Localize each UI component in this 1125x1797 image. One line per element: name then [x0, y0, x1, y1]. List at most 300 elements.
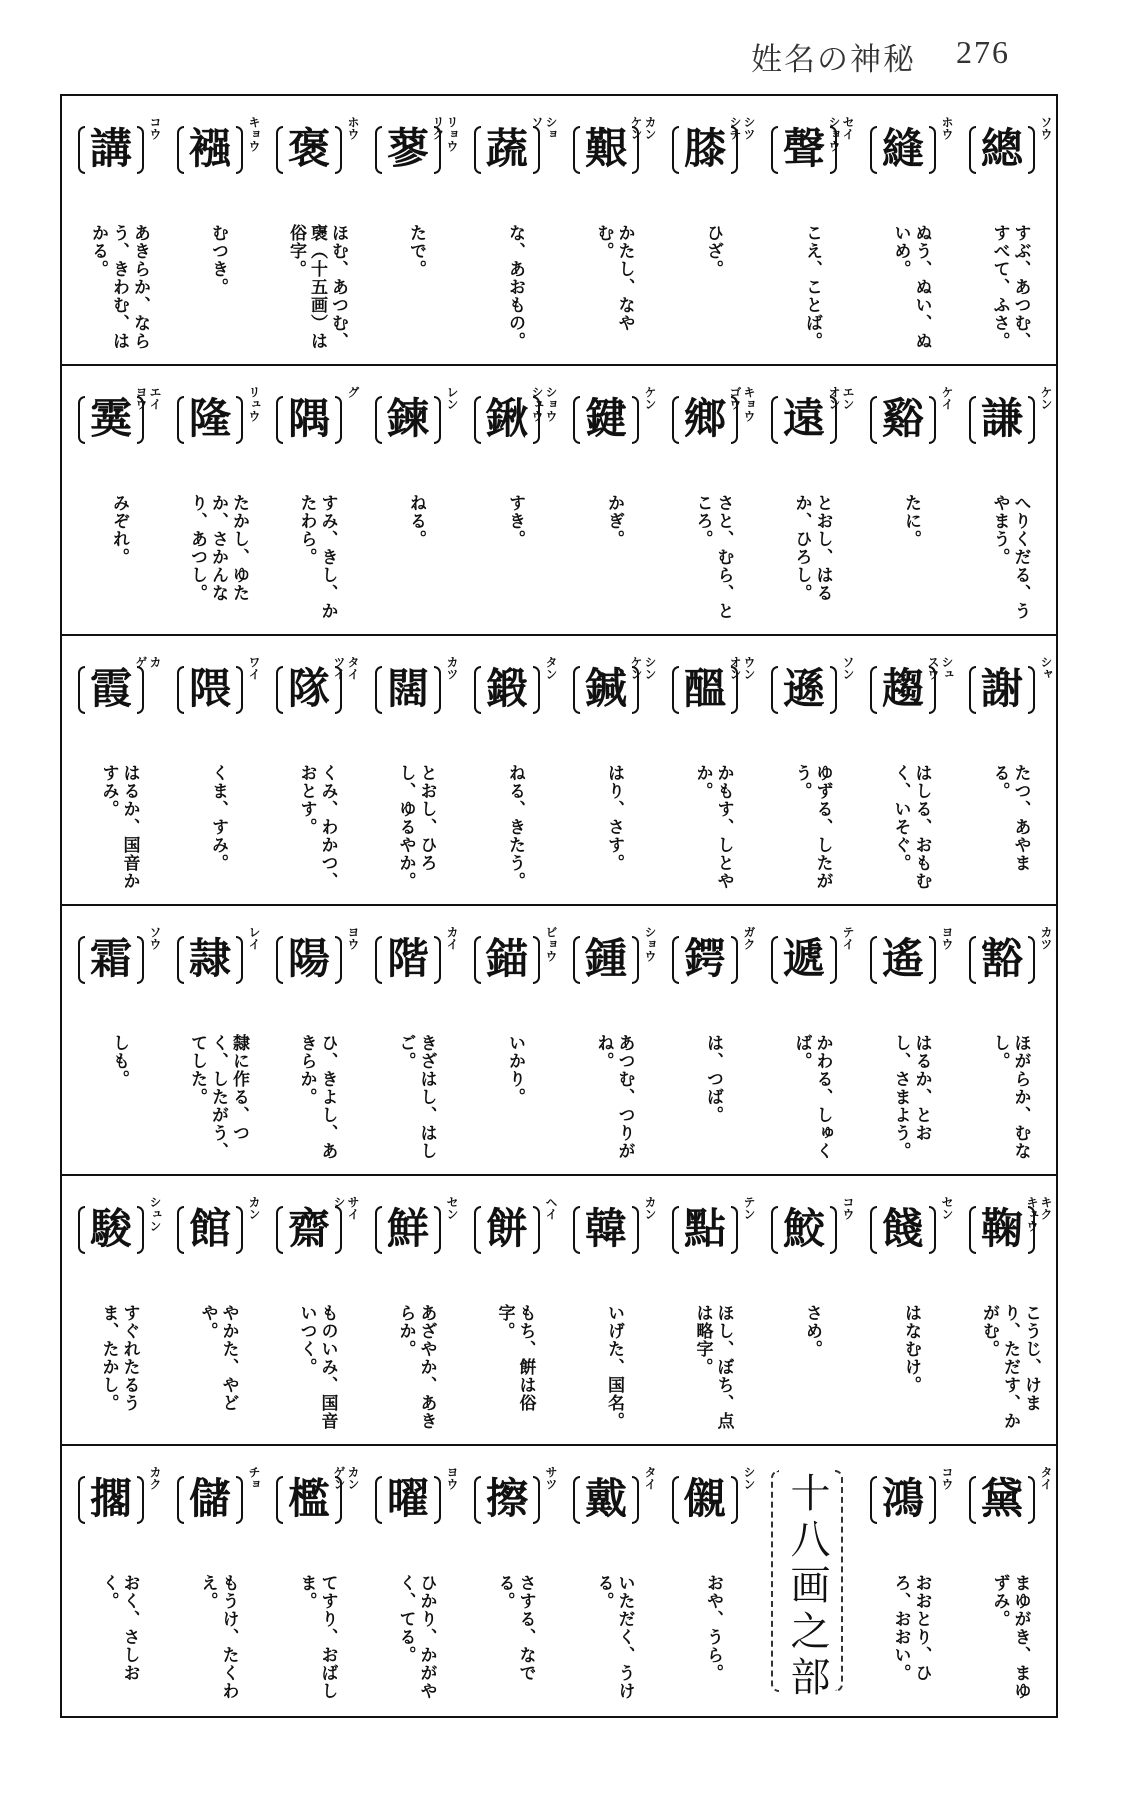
kanji-readings	[841, 926, 854, 1016]
kanji-meaning	[78, 1574, 159, 1706]
reading-kana: ヨウ	[346, 926, 360, 950]
reading-kana: ヨウ	[940, 926, 954, 950]
reading-kana: キョウ	[247, 116, 261, 152]
reading-kana: リョウ	[445, 116, 459, 152]
reading-kana: ゲン	[332, 1466, 346, 1490]
bracket-right	[335, 936, 342, 984]
bracket-right	[731, 936, 738, 984]
bracket-right	[830, 666, 837, 714]
kanji-meaning	[969, 494, 1050, 626]
meaning-text: くま、すみ。	[208, 764, 228, 872]
reading-kana: ソウ	[148, 926, 162, 950]
kanji-readings	[643, 1196, 656, 1286]
reading-kana: シ	[332, 1196, 346, 1208]
reading-kana: セン	[445, 1196, 459, 1220]
reading-kana: ソウ	[1039, 116, 1053, 140]
bracket-right	[533, 1206, 540, 1254]
kanji-entry	[66, 1176, 165, 1444]
meaning-text: 隸に作る、つく、したがう、てした。	[187, 1034, 249, 1160]
kanji-character: 遠	[782, 394, 825, 443]
meaning-text: な、あおもの。	[505, 224, 525, 350]
kanji-entry	[462, 96, 561, 364]
kanji-meaning	[573, 224, 654, 356]
kanji-readings	[1039, 116, 1052, 206]
bracket-right	[632, 1476, 639, 1524]
kanji-meaning	[672, 1304, 753, 1436]
kanji-meaning	[375, 1304, 456, 1436]
kanji-readings	[742, 926, 755, 1016]
meaning-text: たかし、ゆたか、さかんなり、あつし。	[187, 494, 249, 602]
kanji-character: 隈	[188, 664, 231, 713]
kanji-entry	[759, 366, 858, 634]
bracket-right	[434, 936, 441, 984]
kanji-readings	[530, 116, 557, 206]
bracket-right	[533, 936, 540, 984]
kanji-entry	[660, 366, 759, 634]
reading-kana: キョウ	[742, 386, 756, 422]
reading-kana: ショウ	[643, 926, 657, 962]
meaning-text: みぞれ。	[109, 494, 129, 566]
kanji-readings	[544, 656, 557, 746]
kanji-meaning	[177, 1304, 258, 1436]
kanji-character: 醞	[683, 664, 726, 713]
kanji-character: 遙	[881, 934, 924, 983]
kanji-readings	[841, 1196, 854, 1286]
kanji-entry	[858, 906, 957, 1174]
kanji-meaning	[276, 1034, 357, 1166]
kanji-meaning	[573, 1304, 654, 1436]
kanji-character: 鍬	[485, 394, 528, 443]
kanji-readings	[247, 386, 260, 476]
wavy-bracket-right	[835, 1470, 843, 1692]
reading-kana: タン	[544, 656, 558, 680]
reading-kana: ホウ	[346, 116, 360, 140]
kanji-entry	[264, 366, 363, 634]
kanji-character: 鮫	[782, 1204, 825, 1253]
reading-kana: カン	[643, 1196, 657, 1220]
reading-kana: ショ	[544, 116, 558, 140]
kanji-readings	[445, 1466, 458, 1556]
kanji-character: 闊	[386, 664, 429, 713]
reading-kana: ケン	[629, 656, 643, 680]
kanji-meaning	[573, 494, 654, 626]
reading-kana: セイ	[841, 116, 855, 140]
bracket-right	[137, 936, 144, 984]
kanji-character: 隆	[188, 394, 231, 443]
meaning-text: とおし、はるか、ひろし。	[791, 494, 833, 602]
reading-kana: シン	[643, 656, 657, 680]
kanji-entry	[858, 366, 957, 634]
meaning-text: かわる、しゅくば。	[791, 1034, 833, 1160]
reading-kana: カン	[346, 1466, 360, 1490]
meaning-text: ひ、きよし、あきらか。	[296, 1034, 338, 1160]
kanji-entry	[561, 366, 660, 634]
bracket-right	[929, 1476, 936, 1524]
meaning-text: こうじ、けまり、ただす、かがむ。	[979, 1304, 1041, 1430]
kanji-character: 總	[980, 124, 1023, 173]
kanji-character: 鴻	[881, 1474, 924, 1523]
kanji-readings	[1039, 386, 1052, 476]
kanji-meaning	[177, 1034, 258, 1166]
kanji-meaning	[474, 764, 555, 896]
meaning-text: もうけ、たくわえ。	[197, 1574, 239, 1700]
meaning-text: きざはし、はしご。	[395, 1034, 437, 1160]
reading-kana: ゲ	[134, 656, 148, 668]
kanji-readings	[728, 116, 755, 206]
kanji-entry	[462, 366, 561, 634]
kanji-readings	[940, 926, 953, 1016]
bracket-right	[632, 1206, 639, 1254]
kanji-entry	[165, 96, 264, 364]
kanji-readings	[643, 926, 656, 1016]
bracket-right	[236, 396, 243, 444]
reading-kana: コウ	[940, 1466, 954, 1490]
kanji-meaning	[276, 1574, 357, 1706]
kanji-readings	[346, 116, 359, 206]
kanji-character: 隷	[188, 934, 231, 983]
kanji-character: 遞	[782, 934, 825, 983]
kanji-readings	[827, 116, 854, 206]
kanji-character: 鞠	[980, 1204, 1023, 1253]
reading-kana: エイ	[148, 386, 162, 410]
kanji-entry	[165, 906, 264, 1174]
kanji-meaning	[672, 1574, 753, 1706]
section-heading	[759, 1462, 858, 1702]
kanji-meaning	[276, 1304, 357, 1436]
reading-kana: シチ	[728, 116, 742, 140]
kanji-readings	[742, 1466, 755, 1556]
reading-kana: キク	[1039, 1196, 1053, 1220]
meaning-text: たで。	[406, 224, 426, 278]
kanji-character: 駿	[89, 1204, 132, 1253]
bracket-right	[533, 1476, 540, 1524]
kanji-character: 鄉	[683, 394, 726, 443]
kanji-meaning	[870, 1034, 951, 1166]
kanji-readings	[940, 1466, 953, 1556]
meaning-text: すぐれたるうま、たかし。	[98, 1304, 140, 1412]
kanji-readings	[1039, 1466, 1052, 1556]
kanji-meaning	[573, 1034, 654, 1166]
kanji-meaning	[870, 224, 951, 356]
meaning-text: さと、むら、ところ。	[692, 494, 734, 620]
bracket-right	[929, 1206, 936, 1254]
kanji-meaning	[375, 224, 456, 356]
bracket-right	[1028, 936, 1035, 984]
kanji-entry	[957, 366, 1056, 634]
kanji-meaning	[573, 1574, 654, 1706]
meaning-text: むつき。	[208, 224, 228, 296]
kanji-entry	[165, 366, 264, 634]
kanji-meaning	[78, 1034, 159, 1166]
kanji-meaning	[771, 1034, 852, 1166]
kanji-character: 戴	[584, 1474, 627, 1523]
meaning-text: ぬう、ぬい、ぬいめ。	[890, 224, 932, 350]
kanji-readings	[247, 116, 260, 206]
kanji-entry	[165, 636, 264, 904]
kanji-readings	[544, 1466, 557, 1556]
kanji-character: 錨	[485, 934, 528, 983]
reading-kana: キュウ	[1025, 1196, 1039, 1232]
wavy-bracket-left	[771, 1470, 779, 1692]
table-row	[62, 636, 1056, 906]
kanji-readings	[940, 116, 953, 206]
kanji-readings	[332, 1196, 359, 1286]
reading-kana: ビョウ	[544, 926, 558, 962]
reading-kana: ヨウ	[445, 1466, 459, 1490]
kanji-character: 儭	[683, 1474, 726, 1523]
kanji-entry	[759, 1176, 858, 1444]
kanji-readings	[530, 386, 557, 476]
meaning-text: やかた、やどや。	[197, 1304, 239, 1412]
bracket-right	[434, 396, 441, 444]
reading-kana: ソ	[530, 116, 544, 128]
kanji-character: 齋	[287, 1204, 330, 1253]
kanji-readings	[926, 656, 953, 746]
bracket-right	[929, 936, 936, 984]
page-number: 276	[956, 34, 1010, 70]
bracket-right	[236, 126, 243, 174]
kanji-character: 霞	[89, 664, 132, 713]
kanji-character: 儲	[188, 1474, 231, 1523]
kanji-meaning	[969, 224, 1050, 356]
kanji-character: 點	[683, 1204, 726, 1253]
kanji-meaning	[78, 224, 159, 356]
bracket-right	[434, 666, 441, 714]
bracket-right	[236, 1476, 243, 1524]
page-header	[751, 34, 1010, 79]
reading-kana: ウン	[742, 656, 756, 680]
kanji-character: 蓼	[386, 124, 429, 173]
kanji-meaning	[672, 764, 753, 896]
kanji-meaning	[375, 1034, 456, 1166]
kanji-character: 鍛	[485, 664, 528, 713]
kanji-meaning	[969, 1034, 1050, 1166]
kanji-entry	[165, 1176, 264, 1444]
kanji-readings	[346, 386, 359, 476]
kanji-character: 鮮	[386, 1204, 429, 1253]
kanji-entry	[858, 636, 957, 904]
meaning-text: へりくだる、うやまう。	[989, 494, 1031, 620]
bracket-right	[929, 396, 936, 444]
kanji-readings	[148, 1466, 161, 1556]
kanji-entry	[363, 906, 462, 1174]
reading-kana: シャ	[1039, 656, 1053, 680]
kanji-entry	[561, 1446, 660, 1714]
kanji-character: 韓	[584, 1204, 627, 1253]
kanji-entry	[759, 636, 858, 904]
meaning-text: かぎ。	[604, 494, 624, 548]
kanji-character: 隊	[287, 664, 330, 713]
kanji-meaning	[375, 764, 456, 896]
meaning-text: しも。	[109, 1034, 129, 1088]
kanji-meaning	[870, 764, 951, 896]
reading-kana: カン	[643, 116, 657, 140]
kanji-meaning	[771, 494, 852, 626]
kanji-entry	[363, 96, 462, 364]
reading-kana: カツ	[445, 656, 459, 680]
kanji-entry	[660, 96, 759, 364]
book-title: 姓名の神秘	[751, 42, 916, 78]
kanji-meaning	[474, 224, 555, 356]
meaning-text: おく、さしおく。	[98, 1574, 140, 1682]
meaning-text: ひざ。	[703, 224, 723, 278]
bracket-right	[236, 936, 243, 984]
meaning-text: あつむ、つりがね。	[593, 1034, 635, 1160]
meaning-text: いげた、国名。	[604, 1304, 624, 1430]
kanji-readings	[134, 656, 161, 746]
kanji-character: 遜	[782, 664, 825, 713]
bracket-right	[137, 1476, 144, 1524]
kanji-entry	[759, 906, 858, 1174]
kanji-readings	[445, 1196, 458, 1286]
kanji-entry	[957, 906, 1056, 1174]
table-row	[62, 1446, 1056, 1716]
reading-kana: サツ	[544, 1466, 558, 1490]
reading-kana: ケイ	[940, 386, 954, 410]
kanji-meaning	[573, 764, 654, 896]
kanji-meaning	[969, 1304, 1050, 1436]
kanji-character: 豁	[980, 934, 1023, 983]
kanji-readings	[445, 656, 458, 746]
kanji-entry	[264, 906, 363, 1174]
kanji-readings	[1039, 926, 1052, 1016]
bracket-right	[929, 126, 936, 174]
kanji-entry	[264, 1176, 363, 1444]
meaning-text: はり、さす。	[604, 764, 624, 872]
reading-kana: ヨウ	[134, 386, 148, 410]
kanji-meaning	[375, 494, 456, 626]
meaning-text: かもす、しとやか。	[692, 764, 734, 890]
meaning-text: ねる。	[406, 494, 426, 548]
kanji-meaning	[969, 1574, 1050, 1706]
kanji-meaning	[771, 1304, 852, 1436]
meaning-text: すみ、きし、かたわら。	[296, 494, 338, 620]
kanji-meaning	[177, 764, 258, 896]
kanji-meaning	[78, 494, 159, 626]
reading-kana: ツイ	[332, 656, 346, 680]
table-row	[62, 366, 1056, 636]
kanji-meaning	[672, 224, 753, 356]
kanji-meaning	[276, 494, 357, 626]
kanji-character: 檻	[287, 1474, 330, 1523]
kanji-entry	[660, 636, 759, 904]
reading-kana: カク	[148, 1466, 162, 1490]
kanji-readings	[544, 1196, 557, 1286]
bracket-right	[137, 126, 144, 174]
reading-kana: テン	[742, 1196, 756, 1220]
kanji-character: 谿	[881, 394, 924, 443]
kanji-meaning	[474, 1304, 555, 1436]
kanji-meaning	[276, 764, 357, 896]
meaning-text: とおし、ひろし、ゆるやか。	[395, 764, 437, 890]
bracket-right	[533, 666, 540, 714]
kanji-character: 蔬	[485, 124, 528, 173]
kanji-entry	[561, 636, 660, 904]
kanji-character: 襁	[188, 124, 231, 173]
bracket-right	[731, 1206, 738, 1254]
section-title: 十八画之部	[784, 1472, 830, 1702]
reading-kana: コウ	[148, 116, 162, 140]
reading-kana: カン	[247, 1196, 261, 1220]
reading-kana: シュ	[940, 656, 954, 680]
reading-kana: テイ	[841, 926, 855, 950]
kanji-entry	[561, 96, 660, 364]
reading-kana: ワイ	[247, 656, 261, 680]
kanji-readings	[940, 386, 953, 476]
meaning-text: ねる、きたう。	[505, 764, 525, 890]
meaning-text: あざやか、あきらか。	[395, 1304, 437, 1430]
kanji-character: 鍵	[584, 394, 627, 443]
kanji-meaning	[969, 764, 1050, 896]
kanji-entry	[363, 1446, 462, 1714]
kanji-readings	[728, 386, 755, 476]
bracket-right	[830, 1206, 837, 1254]
meaning-text: おや、うら。	[703, 1574, 723, 1682]
kanji-meaning	[672, 1034, 753, 1166]
kanji-meaning	[672, 494, 753, 626]
reading-kana: ショウ	[827, 116, 841, 152]
meaning-text: はなむけ。	[901, 1304, 921, 1394]
meaning-text: たに。	[901, 494, 921, 548]
kanji-readings	[742, 1196, 755, 1286]
reading-kana: タイ	[346, 656, 360, 680]
kanji-readings	[544, 926, 557, 1016]
reading-kana: シュン	[148, 1196, 162, 1232]
meaning-text: おおとり、ひろ、おおい。	[890, 1574, 932, 1682]
kanji-meaning	[177, 1574, 258, 1706]
kanji-character: 曜	[386, 1474, 429, 1523]
kanji-entry	[363, 366, 462, 634]
kanji-entry	[858, 1176, 957, 1444]
kanji-readings	[643, 386, 656, 476]
meaning-text: ほむ、あつむ、襃（十五画）は俗字。	[286, 224, 348, 350]
reading-kana: リュウ	[247, 386, 261, 422]
meaning-text: ほがらか、むなし。	[989, 1034, 1031, 1160]
kanji-character: 隅	[287, 394, 330, 443]
kanji-readings	[247, 656, 260, 746]
kanji-entry	[957, 96, 1056, 364]
reading-kana: カイ	[445, 926, 459, 950]
kanji-character: 艱	[584, 124, 627, 173]
kanji-character: 聲	[782, 124, 825, 173]
kanji-readings	[940, 1196, 953, 1286]
kanji-meaning	[870, 1574, 951, 1706]
bracket-right	[1028, 666, 1035, 714]
kanji-character: 褒	[287, 124, 330, 173]
bracket-right	[830, 936, 837, 984]
reading-kana: ショウ	[544, 386, 558, 422]
bracket-right	[335, 396, 342, 444]
kanji-readings	[445, 386, 458, 476]
kanji-meaning	[474, 1574, 555, 1706]
kanji-character: 講	[89, 124, 132, 173]
kanji-entry	[264, 96, 363, 364]
reading-kana: カツ	[1039, 926, 1053, 950]
reading-kana: セン	[940, 1196, 954, 1220]
meaning-text: いただく、うける。	[593, 1574, 635, 1700]
kanji-readings	[643, 1466, 656, 1556]
kanji-meaning	[771, 224, 852, 356]
meaning-text: はるか、国音かすみ。	[98, 764, 140, 890]
meaning-text: くみ、わかつ、おとす。	[296, 764, 338, 890]
reading-kana: シュウ	[530, 386, 544, 422]
meaning-text: は、つば。	[703, 1034, 723, 1124]
kanji-entry	[66, 96, 165, 364]
kanji-character: 鍔	[683, 934, 726, 983]
meaning-text: かたし、なやむ。	[593, 224, 635, 332]
kanji-readings	[247, 1466, 260, 1556]
kanji-character: 謙	[980, 394, 1023, 443]
